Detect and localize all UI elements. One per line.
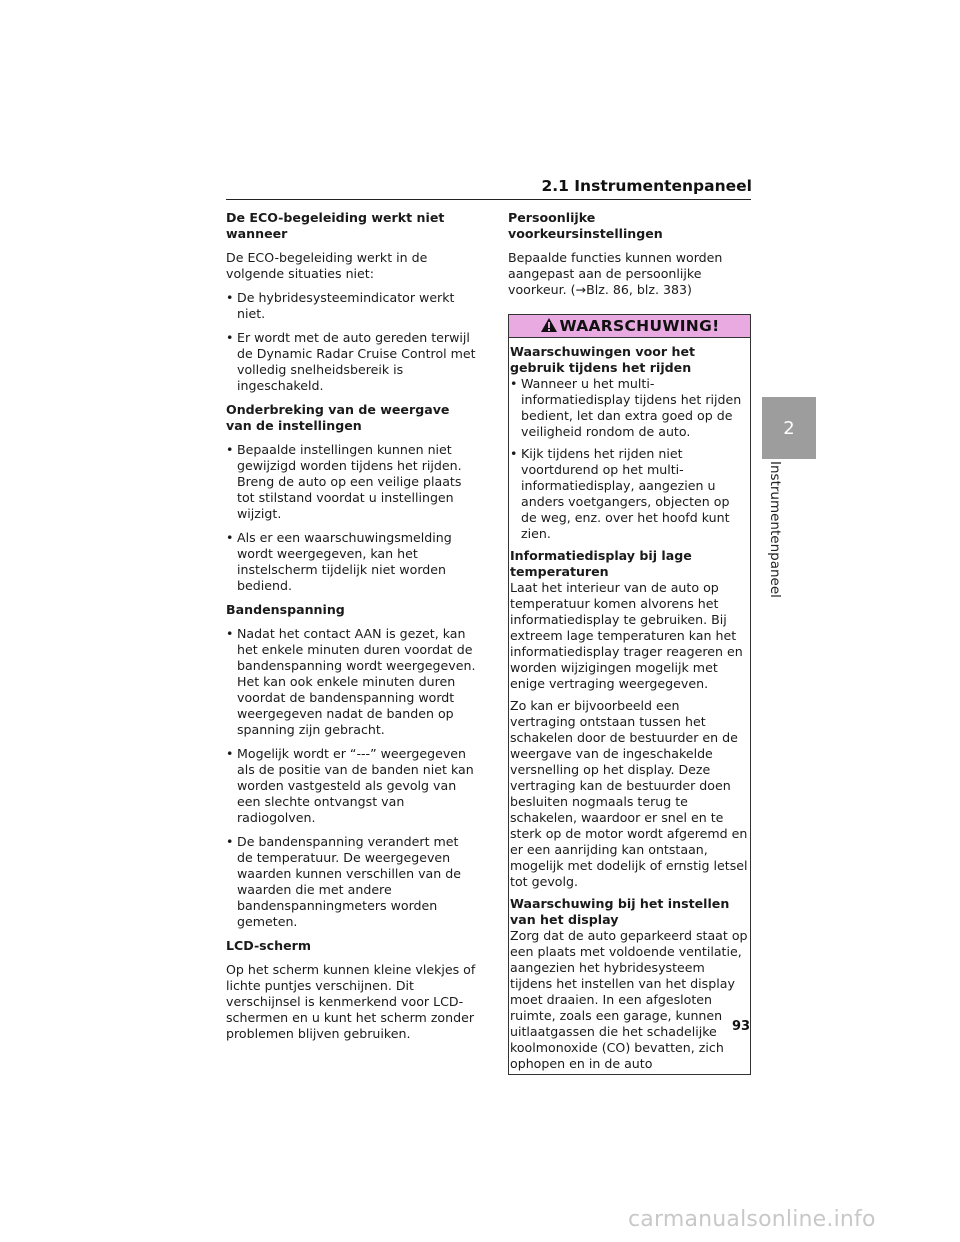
bullet-dot: • [226,746,234,761]
eco-heading: De ECO-begeleiding werkt niet wanneer [226,210,445,241]
header-rule [226,199,751,200]
interrupt-bullet: • Als er een waarschuwingsmelding wordt weergegeven, kan het instelscherm tijdelijk niet worden bediend. [226,530,452,593]
tire-bullet: • Mogelijk wordt er “---” weergegeven als de positie van de banden niet kan worden vastgesteld als gevolg van een slechte ontvangst van radiogolven. [226,746,474,825]
eco-bullet: • Er wordt met de auto gereden terwijl de Dynamic Radar Cruise Control met volledig snelheidsbereik is ingeschakeld. [226,330,476,393]
interrupt-bullet: • Bepaalde instellingen kunnen niet gewijzigd worden tijdens het rijden. Breng de auto op een veilige plaats tot stilstand voordat u instellingen wijzigt. [226,442,462,521]
right-column [508,210,751,1075]
watermark: carmanualsonline.info [628,1207,876,1232]
eco-bullet: • De hybridesysteemindicator werkt niet. [226,290,455,321]
lowtemp-paragraph: Laat het interieur van de auto op temperatuur komen alvorens het informatiedisplay te gebruiken. Bij extreem lage temperaturen kan het informatiedisplay trager reageren en worden wijzigingen mogelijk met enige vertraging weergegeven. [510,580,743,691]
warning-box [508,314,751,1075]
section-title: 2.1 Instrumentenpaneel [541,177,752,195]
lcd-text: Op het scherm kunnen kleine vlekjes of lichte puntjes verschijnen. Dit verschijnsel is kenmerkend voor LCD-schermen en u kunt het scherm zonder problemen blijven gebruiken. [226,962,476,1041]
setup-heading: Waarschuwing bij het instellen van het display [510,896,730,927]
tire-bullet: • Nadat het contact AAN is gezet, kan het enkele minuten duren voordat de bandenspanning wordt weergegeven. Het kan ook enkele minuten duren voordat de bandenspanning wordt weergegeven nadat de banden op spanning zijn gebracht. [226,626,476,737]
bullet-dot: • [226,290,234,305]
bullet-dot: • [226,626,234,641]
pref-heading: Persoonlijke voorkeursinstellingen [508,210,663,241]
tire-heading: Bandenspanning [226,602,345,617]
warning-header [509,315,750,338]
warning-triangle-icon [540,317,560,336]
interrupt-heading: Onderbreking van de weergave van de instellingen [226,402,450,433]
bullet-dot: • [226,530,234,545]
setup-text: Zorg dat de auto geparkeerd staat op een plaats met voldoende ventilatie, aangezien het hybridesysteem tijdens het instellen van het display moet draaien. In een afgesloten ruimte, zoals een garage, kunnen uitlaatgassen die het schadelijke koolmonoxide (CO) bevatten, zich ophopen en in de auto [510,928,748,1071]
bullet-dot: • [226,834,234,849]
pref-text: Bepaalde functies kunnen worden aangepast aan de persoonlijke voorkeur. (→Blz. 86, blz. 383) [508,250,723,297]
eco-intro: De ECO-begeleiding werkt in de volgende situaties niet: [226,250,428,281]
tire-bullet: • De bandenspanning verandert met de temperatuur. De weergegeven waarden kunnen verschillen van de waarden die met andere bandenspanningmeters worden gemeten. [226,834,461,929]
warning-body [509,338,750,1072]
chapter-number: 2 [783,417,795,439]
left-column [226,210,478,1050]
driving-bullet: • Kijk tijdens het rijden niet voortdurend op het multi-informatiedisplay, aangezien u anders voetgangers, objecten op de weg, enz. over het hoofd kunt zien. [510,446,730,541]
warning-title: WAARSCHUWING! [559,317,720,335]
bullet-dot: • [226,330,234,345]
lcd-heading: LCD-scherm [226,938,311,953]
bullet-dot: • [226,442,234,457]
driving-heading: Waarschuwingen voor het gebruik tijdens het rijden [510,344,696,375]
lowtemp-paragraph: Zo kan er bijvoorbeeld een vertraging ontstaan tussen het schakelen door de bestuurder en de weergave van de ingeschakelde versnelling op het display. Deze vertraging kan de bestuurder doen besluiten nogmaals terug te schakelen, waardoor er snel en te sterk op de motor wordt afgeremd en er een aanrijding kan ontstaan, mogelijk met dodelijk of ernstig letsel tot gevolg. [510,698,748,889]
chapter-tab [762,397,816,459]
driving-bullet: • Wanneer u het multi-informatiedisplay tijdens het rijden bedient, let dan extra goed op de veiligheid rondom de auto. [510,376,742,439]
lowtemp-heading: Informatiedisplay bij lage temperaturen [510,548,692,579]
page-number: 93 [732,1019,751,1034]
bullet-dot: • [510,446,518,461]
chapter-label: Instrumentenpaneel [767,460,783,598]
bullet-dot: • [510,376,518,391]
